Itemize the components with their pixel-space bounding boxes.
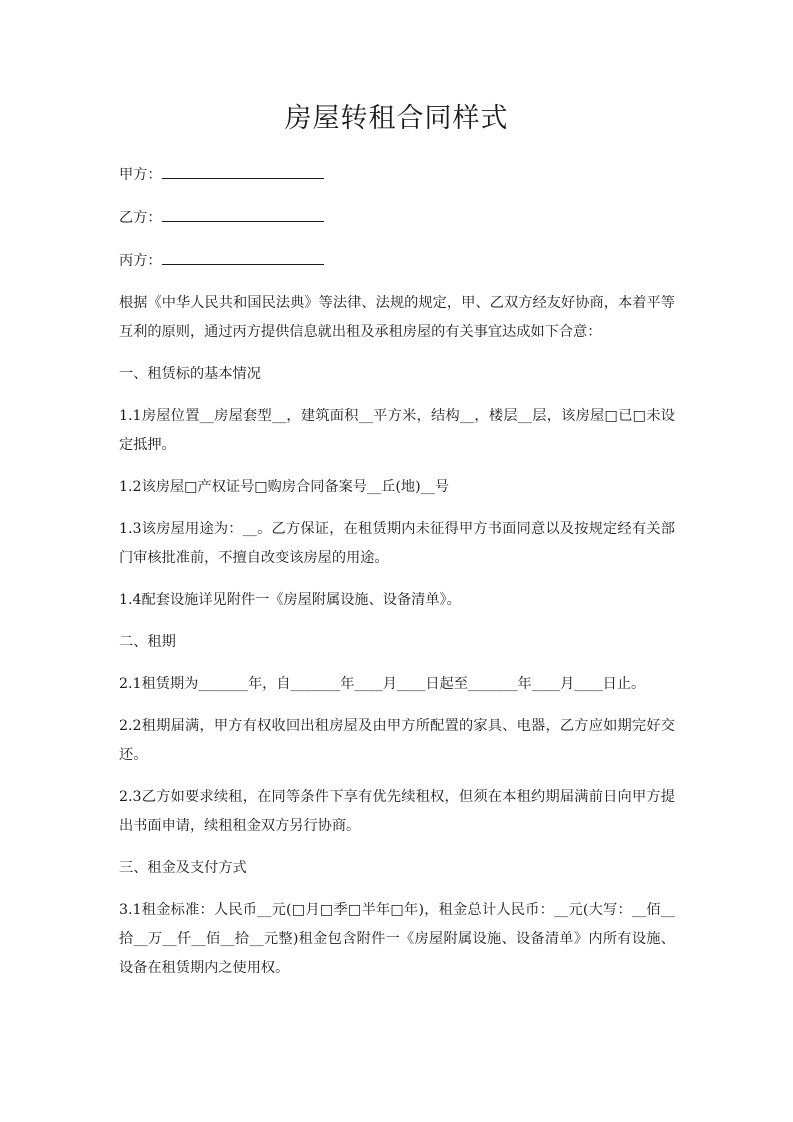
section-heading-3: 三、租金及支付方式 (119, 860, 247, 876)
clause-1-1: 1.1房屋位置__房屋套型__，建筑面积__平方米，结构__，楼层__层，该房屋□已□未设定抵押。 (119, 408, 675, 453)
clause-3-1: 3.1租金标准：人民币__元(□月□季□半年□年)，租金总计人民币：__元(大写：__佰__拾__万__仟__佰__拾__元整)租金包含附件一《房屋附属设施、设备清单》内所有设施、设备在租赁期内之使用权。 (119, 902, 675, 976)
party-c-line (119, 246, 675, 276)
clause-1-2: 1.2该房屋□产权证号□购房合同备案号__丘(地)__号 (119, 479, 450, 495)
clause-2-2: 2.2租期届满，甲方有权收回出租房屋及由甲方所配置的家具、电器，乙方应如期完好交还。 (119, 718, 675, 763)
party-a-blank (162, 160, 324, 179)
party-b-label: 乙方： (119, 210, 162, 226)
party-c-label: 丙方： (119, 253, 162, 269)
party-c-blank (162, 246, 324, 265)
clause-2-1: 2.1租赁期为_______年，自_______年____月____日起至_______年____月____日止。 (119, 676, 646, 692)
party-a-line (119, 160, 675, 190)
party-b-blank (162, 203, 324, 222)
party-b-line (119, 203, 675, 233)
section-heading-2: 二、租期 (119, 634, 176, 650)
section-heading-1: 一、租赁标的基本情况 (119, 366, 261, 382)
clause-1-3: 1.3该房屋用途为：__。乙方保证，在租赁期内未征得甲方书面同意以及按规定经有关部门审核批准前，不擅自改变该房屋的用途。 (119, 521, 675, 566)
clause-1-4: 1.4配套设施详见附件一《房屋附属设施、设备清单》。 (119, 592, 461, 608)
clause-2-3: 2.3乙方如要求续租，在同等条件下享有优先续租权，但须在本租约期届满前日向甲方提出书面申请，续租租金双方另行协商。 (119, 789, 675, 834)
document-title: 房屋转租合同样式 (284, 103, 509, 134)
document-body (119, 160, 675, 996)
preamble-paragraph: 根据《中华人民共和国民法典》等法律、法规的规定，甲、乙双方经友好协商，本着平等互利的原则，通过丙方提供信息就出租及承租房屋的有关事宜达成如下合意： (119, 295, 675, 340)
party-a-label: 甲方： (119, 167, 162, 183)
